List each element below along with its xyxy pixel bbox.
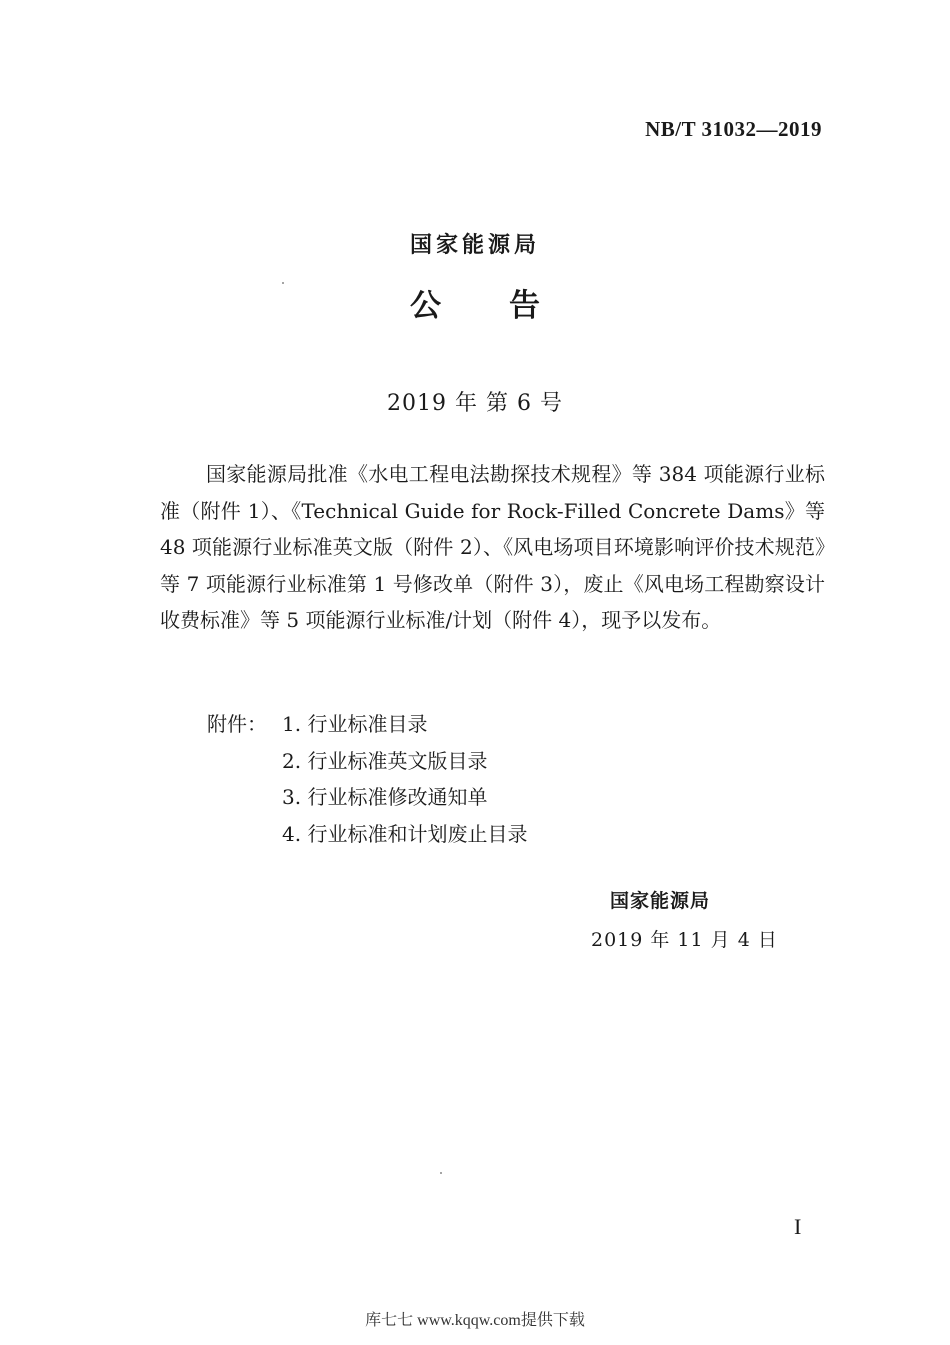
attachment-item: 3. 行业标准修改通知单 [282, 785, 488, 809]
signature-date: 2019 年 11 月 4 日 [591, 929, 778, 951]
attachment-item: 2. 行业标准英文版目录 [282, 748, 488, 773]
document-type-title: 公告 [410, 288, 608, 324]
scan-speck [282, 282, 284, 284]
issuer-title: 国家能源局 [409, 233, 540, 258]
attachment-label: 附件： [207, 712, 267, 736]
attachment-item: 1. 行业标准目录 [282, 712, 428, 736]
attachment-row [207, 779, 527, 816]
signature-issuer: 国家能源局 [610, 890, 711, 912]
announcement-body: 国家能源局批准《水电工程电法勘探技术规程》等 384 项能源行业标准（附件 1）、《Technical Guide for Rock-Filled Concrete Dams》等 48 项能源行业标准英文版（附件 2）、《风电场项目环境影响评价技术规范》等 7 项能源行业标准第 1 号修改单（附件 3），废止《风电场工程勘察设计收费标准》等 5 项能源行业标准/计划（附件 4），现予以发布。 [160, 462, 825, 632]
page-number: I [794, 1214, 802, 1239]
attachment-row [207, 816, 527, 853]
standard-code: NB/T 31032—2019 [645, 117, 822, 141]
attachment-row [207, 706, 527, 743]
attachment-item: 4. 行业标准和计划废止目录 [282, 821, 528, 846]
attachment-list [207, 706, 527, 852]
attachment-row [207, 743, 527, 780]
issue-number: 2019 年 第 6 号 [387, 391, 563, 416]
footer-watermark: 库七七 www.kqqw.com提供下载 [365, 1312, 585, 1329]
scan-speck [440, 1172, 442, 1174]
